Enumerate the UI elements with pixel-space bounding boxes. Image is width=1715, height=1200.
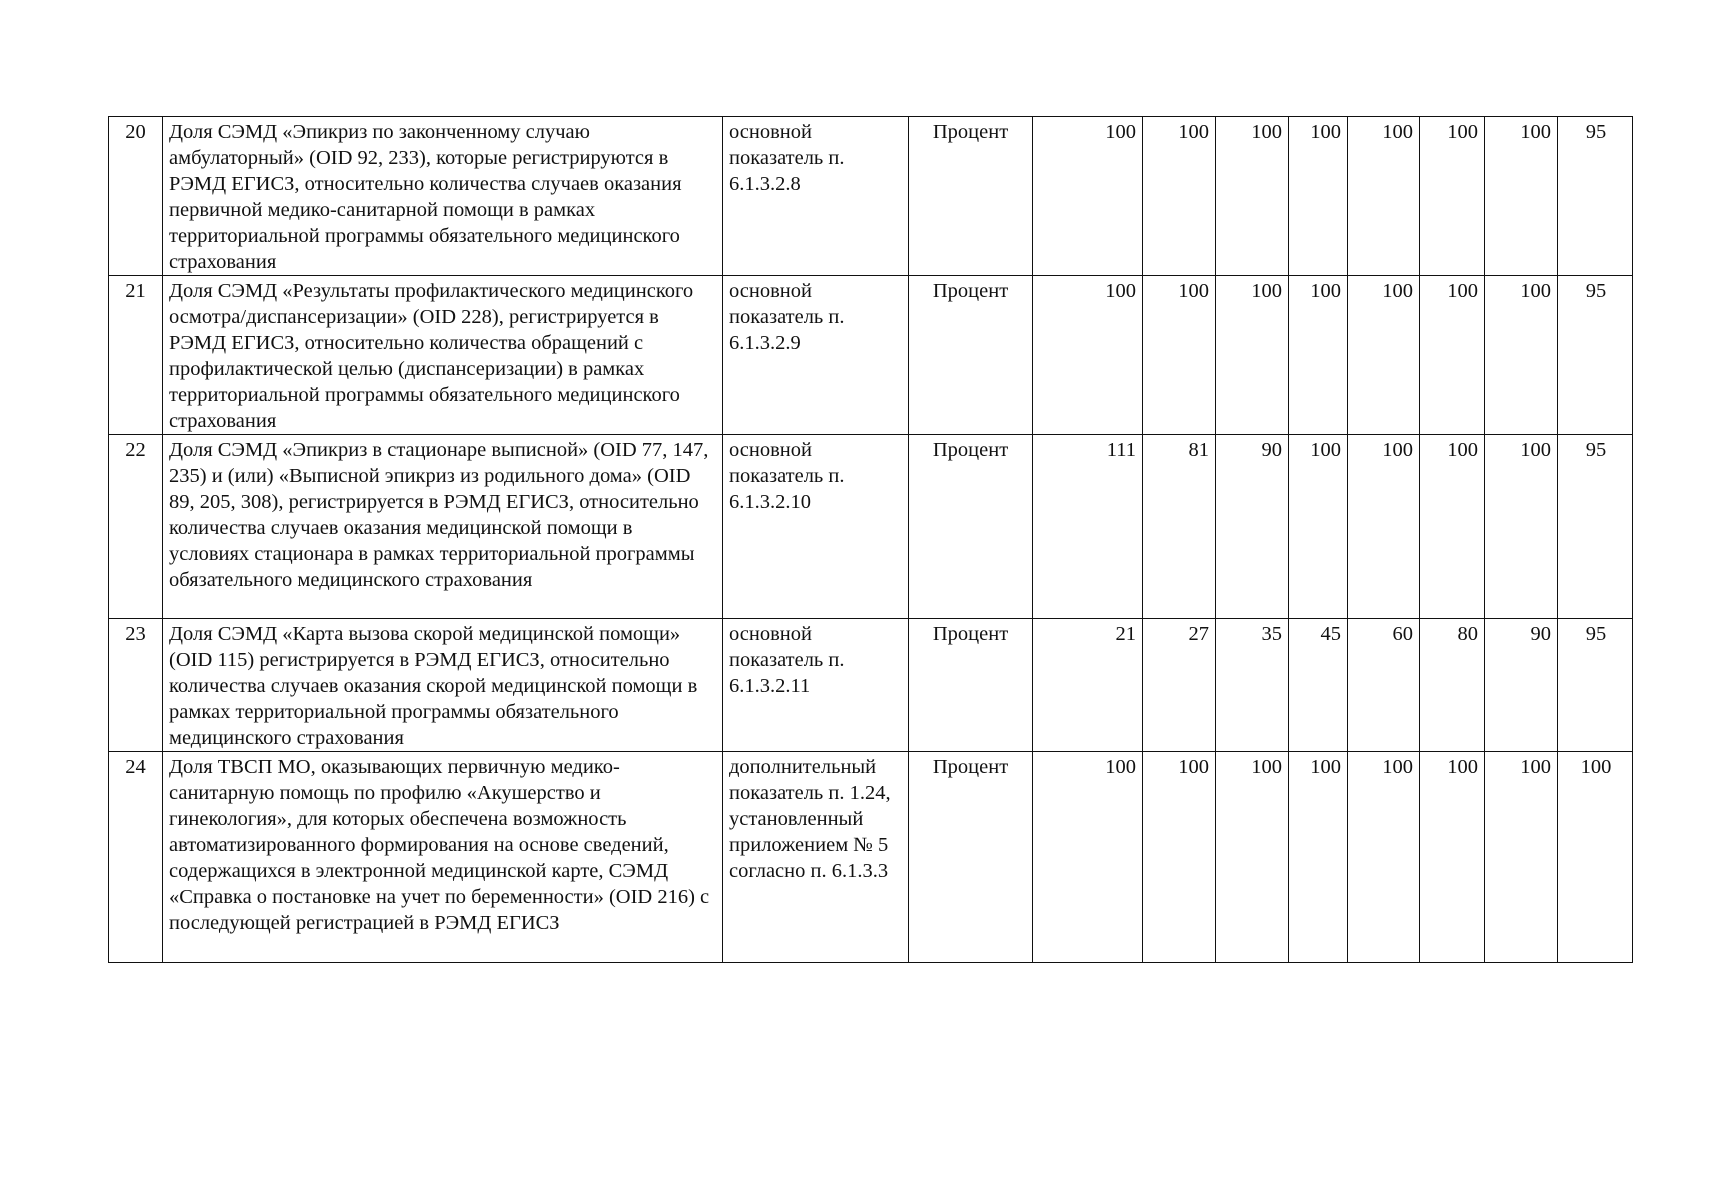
value-cell: 100 — [1216, 752, 1289, 963]
value-cell: 100 — [1289, 117, 1348, 276]
unit: Процент — [909, 752, 1033, 963]
value-cell: 100 — [1485, 117, 1558, 276]
row-number: 24 — [109, 752, 163, 963]
indicator-type: основной показатель п. 6.1.3.2.11 — [723, 619, 909, 752]
indicator-type: основной показатель п. 6.1.3.2.8 — [723, 117, 909, 276]
table-row — [109, 435, 1633, 619]
indicator-name: Доля СЭМД «Результаты профилактического медицинского осмотра/диспансеризации» (OID 228), регистрируется в РЭМД ЕГИСЗ, относительно количества обращений с профилактической целью (диспансеризации) в рамках территориальной программы обязательного медицинского страхования — [163, 276, 723, 435]
indicator-type: основной показатель п. 6.1.3.2.10 — [723, 435, 909, 619]
value-cell: 100 — [1143, 276, 1216, 435]
indicator-name: Доля СЭМД «Карта вызова скорой медицинской помощи» (OID 115) регистрируется в РЭМД ЕГИСЗ, относительно количества случаев оказания скорой медицинской помощи в рамках территориальной программы обязательного медицинского страхования — [163, 619, 723, 752]
value-cell: 100 — [1216, 276, 1289, 435]
value-cell: 100 — [1420, 435, 1485, 619]
value-cell: 100 — [1485, 276, 1558, 435]
value-cell: 100 — [1143, 117, 1216, 276]
unit: Процент — [909, 435, 1033, 619]
row-number: 23 — [109, 619, 163, 752]
value-cell: 100 — [1216, 117, 1289, 276]
value-cell: 100 — [1033, 117, 1143, 276]
value-cell: 35 — [1216, 619, 1289, 752]
value-cell: 100 — [1289, 752, 1348, 963]
unit: Процент — [909, 117, 1033, 276]
indicator-name: Доля ТВСП МО, оказывающих первичную медико-санитарную помощь по профилю «Акушерство и гинекология», для которых обеспечена возможность автоматизированного формирования на основе сведений, содержащихся в электронной медицинской карте, СЭМД «Справка о постановке на учет по беременности» (OID 216) с последующей регистрацией в РЭМД ЕГИСЗ — [163, 752, 723, 963]
value-cell: 100 — [1485, 752, 1558, 963]
unit: Процент — [909, 619, 1033, 752]
table-row — [109, 276, 1633, 435]
value-cell: 21 — [1033, 619, 1143, 752]
value-cell: 100 — [1348, 752, 1420, 963]
value-cell: 100 — [1558, 752, 1633, 963]
row-number: 22 — [109, 435, 163, 619]
indicators-table — [108, 116, 1633, 963]
unit: Процент — [909, 276, 1033, 435]
value-cell: 100 — [1033, 276, 1143, 435]
table-row — [109, 619, 1633, 752]
value-cell: 100 — [1485, 435, 1558, 619]
value-cell: 100 — [1420, 117, 1485, 276]
value-cell: 95 — [1558, 276, 1633, 435]
value-cell: 100 — [1348, 276, 1420, 435]
row-number: 20 — [109, 117, 163, 276]
value-cell: 45 — [1289, 619, 1348, 752]
value-cell: 100 — [1348, 435, 1420, 619]
value-cell: 90 — [1216, 435, 1289, 619]
value-cell: 81 — [1143, 435, 1216, 619]
row-number: 21 — [109, 276, 163, 435]
value-cell: 80 — [1420, 619, 1485, 752]
value-cell: 60 — [1348, 619, 1420, 752]
value-cell: 100 — [1348, 117, 1420, 276]
value-cell: 95 — [1558, 117, 1633, 276]
value-cell: 100 — [1420, 752, 1485, 963]
value-cell: 100 — [1033, 752, 1143, 963]
value-cell: 100 — [1289, 435, 1348, 619]
value-cell: 90 — [1485, 619, 1558, 752]
value-cell: 95 — [1558, 435, 1633, 619]
table-row — [109, 117, 1633, 276]
value-cell: 111 — [1033, 435, 1143, 619]
value-cell: 100 — [1143, 752, 1216, 963]
table-row — [109, 752, 1633, 963]
value-cell: 100 — [1289, 276, 1348, 435]
indicator-type: дополнительный показатель п. 1.24, установленный приложением № 5 согласно п. 6.1.3.3 — [723, 752, 909, 963]
indicator-name: Доля СЭМД «Эпикриз по законченному случаю амбулаторный» (OID 92, 233), которые регистрируются в РЭМД ЕГИСЗ, относительно количества случаев оказания первичной медико-санитарной помощи в рамках территориальной программы обязательного медицинского страхования — [163, 117, 723, 276]
value-cell: 95 — [1558, 619, 1633, 752]
indicator-type: основной показатель п. 6.1.3.2.9 — [723, 276, 909, 435]
value-cell: 100 — [1420, 276, 1485, 435]
value-cell: 27 — [1143, 619, 1216, 752]
indicator-name: Доля СЭМД «Эпикриз в стационаре выписной» (OID 77, 147, 235) и (или) «Выписной эпикриз из родильного дома» (OID 89, 205, 308), регистрируется в РЭМД ЕГИСЗ, относительно количества случаев оказания медицинской помощи в условиях стационара в рамках территориальной программы обязательного медицинского страхования — [163, 435, 723, 619]
